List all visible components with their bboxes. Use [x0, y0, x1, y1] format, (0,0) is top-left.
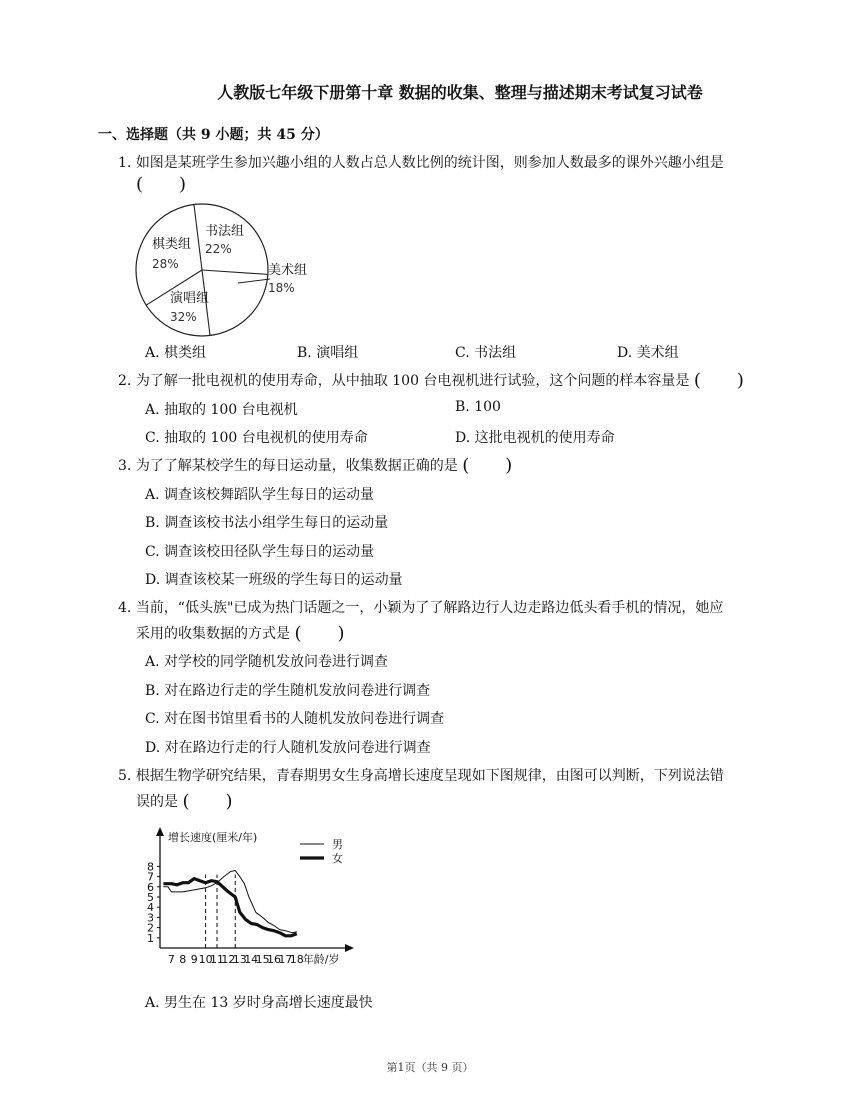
question-number: 3. [118, 458, 132, 474]
question-number: 2. [118, 373, 132, 389]
question-number: 4. [118, 600, 132, 616]
x-tick-label: 10 [198, 953, 213, 966]
section-heading: 一、选择题（共 9 小题；共 45 分） [98, 127, 329, 143]
legend-label: 男 [332, 838, 343, 851]
y-axis-label: 增长速度(厘米/年) [168, 831, 258, 844]
option-a[interactable]: A. 对学校的同学随机发放问卷进行调查 [145, 654, 389, 670]
y-tick-label: 1 [147, 931, 154, 945]
y-tick-label: 6 [147, 880, 154, 894]
y-axis-arrow [156, 827, 164, 836]
x-axis-arrow [345, 944, 354, 952]
x-tick-label: 14 [244, 953, 259, 966]
answer-paren: ( ) [693, 370, 744, 391]
option-b[interactable]: B. 100 [455, 399, 501, 415]
answer-paren: ( ) [462, 455, 513, 476]
x-tick-label: 15 [255, 953, 270, 966]
y-tick-label: 5 [147, 891, 154, 904]
pie-percent-label: 22% [205, 242, 232, 256]
question-stem-line2: 采用的收集数据的方式是 [136, 626, 290, 642]
question-5 [118, 765, 778, 813]
option-b[interactable]: B. 调查该校书法小组学生每日的运动量 [145, 515, 389, 531]
question-number: 1. [118, 155, 132, 171]
page-footer: 第1页（共 9 页） [386, 1061, 474, 1074]
x-tick-label: 8 [179, 953, 187, 966]
option-a[interactable]: A. 棋类组 [145, 345, 207, 361]
pie-percent-label: 18% [268, 281, 295, 295]
exam-title: 人教版七年级下册第十章 数据的收集、整理与描述期末考试复习试卷 [217, 83, 703, 102]
x-tick-label: 9 [190, 953, 198, 966]
legend-label: 女 [332, 852, 343, 865]
option-c[interactable]: C. 对在图书馆里看书的人随机发放问卷进行调查 [145, 711, 445, 727]
question-stem: 根据生物学研究结果，青春期男女生身高增长速度呈现如下图规律，由图可以判断，下列说法错 [135, 768, 724, 784]
pie-category-label: 棋类组 [152, 237, 192, 252]
pie-percent-label: 32% [170, 310, 197, 324]
growth-line-chart [140, 822, 380, 972]
question-stem: 当前，“低头族"已成为热门话题之一，小颖为了了解路边行人边走路边低头看手机的情况，她应 [135, 600, 724, 616]
question-stem: 为了了解某校学生的每日运动量，收集数据正确的是 [135, 458, 458, 474]
option-d[interactable]: D. 美术组 [617, 345, 679, 361]
option-a[interactable]: A. 男生在 13 岁时身高增长速度最快 [145, 995, 373, 1011]
x-tick-label: 13 [232, 953, 247, 966]
question-number: 5. [118, 768, 132, 784]
pie-category-label: 书法组 [205, 224, 245, 239]
option-b[interactable]: B. 对在路边行走的学生随机发放问卷进行调查 [145, 683, 431, 699]
x-tick-label: 7 [167, 953, 175, 966]
x-tick-label: 11 [210, 953, 224, 966]
x-axis-label: 年龄/岁 [302, 953, 340, 966]
option-c[interactable]: C. 书法组 [455, 345, 517, 361]
option-d[interactable]: D. 这批电视机的使用寿命 [455, 430, 615, 446]
option-d[interactable]: D. 对在路边行走的行人随机发放问卷进行调查 [145, 740, 431, 756]
pie-chart [130, 195, 320, 345]
option-a[interactable]: A. 调查该校舞蹈队学生每日的运动量 [145, 487, 375, 503]
series-line-1 [163, 871, 296, 933]
option-d[interactable]: D. 调查该校某一班级的学生每日的运动量 [145, 572, 403, 588]
y-tick-label: 8 [147, 860, 154, 874]
y-tick-label: 7 [147, 870, 154, 884]
y-tick-label: 3 [147, 911, 154, 925]
pie-category-label: 演唱组 [170, 291, 210, 306]
pie-category-label: 美术组 [268, 263, 308, 278]
option-b[interactable]: B. 演唱组 [297, 345, 359, 361]
option-c[interactable]: C. 抽取的 100 台电视机的使用寿命 [145, 430, 368, 446]
answer-paren: ( ) [294, 623, 345, 644]
question-stem-line2: 误的是 [136, 794, 178, 810]
y-tick-label: 2 [147, 921, 154, 935]
pie-percent-label: 28% [152, 257, 179, 271]
x-tick-label: 16 [267, 953, 281, 966]
x-tick-label: 12 [221, 953, 236, 966]
question-stem: 为了解一批电视机的使用寿命，从中抽取 100 台电视机进行试验，这个问题的样本容量是 [135, 373, 690, 389]
option-c[interactable]: C. 调查该校田径队学生每日的运动量 [145, 544, 375, 560]
question-4 [118, 597, 778, 645]
answer-paren: ( ) [182, 791, 233, 812]
question-3 [118, 455, 768, 477]
question-stem: 如图是某班学生参加兴趣小组的人数占总人数比例的统计图，则参加人数最多的课外兴趣小组是 [135, 155, 724, 171]
option-a[interactable]: A. 抽取的 100 台电视机 [145, 402, 298, 418]
x-tick-label: 17 [278, 953, 293, 966]
answer-paren: ( ) [136, 174, 187, 195]
question-2 [118, 370, 768, 392]
y-tick-label: 4 [147, 901, 154, 915]
x-tick-label: 18 [289, 953, 304, 966]
question-1 [118, 152, 768, 196]
